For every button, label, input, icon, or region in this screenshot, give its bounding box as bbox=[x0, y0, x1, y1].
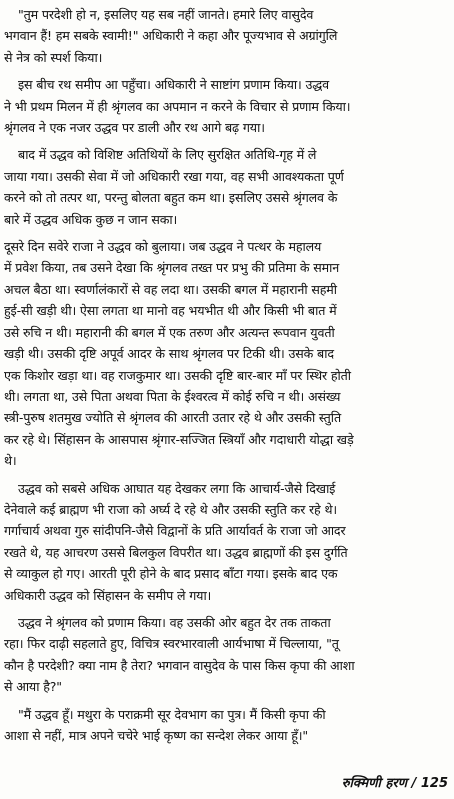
paragraph bbox=[4, 612, 450, 698]
text-line: बाद में उद्धव को विशिष्ट अतिथियों के लिए सुरक्षित अतिथि-गृह में ले bbox=[18, 147, 317, 163]
text-line: से नेत्र को स्पर्श किया। bbox=[4, 49, 103, 65]
text-line: बारे में उद्धव अधिक कुछ न जान सका। bbox=[4, 211, 178, 227]
paragraph bbox=[4, 74, 450, 138]
text-line: खड़ी थी। उसकी दृष्टि अपूर्व आदर के साथ श्रृंगलव पर टिकी थी। उसके बाद bbox=[4, 346, 334, 362]
text-line: "मैं उद्धव हूँ। मथुरा के पराक्रमी सूर देवभाग का पुत्र। मैं किसी कृपा की bbox=[18, 706, 326, 722]
text-line: उसे रुचि न थी। महारानी की बगल में एक तरुण और अत्यन्त रूपवान युवती bbox=[4, 324, 335, 340]
text-line: इस बीच रथ समीप आ पहुँचा। अधिकारी ने साष्टांग प्रणाम किया। उद्धव bbox=[18, 77, 330, 93]
text-line: एक किशोर खड़ा था। वह राजकुमार था। उसकी दृष्टि बार-बार माँ पर स्थिर होती bbox=[4, 367, 351, 383]
paragraph bbox=[4, 236, 450, 471]
text-line: से आया है?" bbox=[4, 679, 62, 695]
paragraph bbox=[4, 704, 450, 747]
text-line: गर्गाचार्य अथवा गुरु सांदीपनि-जैसे विद्वानों के प्रति आर्यावर्त के राजा जो आदर bbox=[4, 523, 346, 539]
text-line: थी। लगता था, उसे पिता अथवा पिता के ईश्वरत्व में कोई रुचि न थी। असंख्य bbox=[4, 388, 341, 404]
text-line: उद्धव को सबसे अधिक आघात यह देखकर लगा कि आचार्य-जैसे दिखाई bbox=[18, 480, 336, 496]
text-line: भगवान हैं! हम सबके स्वामी!" अधिकारी ने कहा और पूज्यभाव से अग्रांगुलि bbox=[4, 28, 338, 44]
text-line: देनेवाले कई ब्राह्मण भी राजा को अर्घ्य दे रहे थे और उसकी स्तुति कर रहे थे। bbox=[4, 501, 337, 517]
paragraph bbox=[4, 144, 450, 230]
text-line: ने भी प्रथम मिलन में ही श्रृंगलव का अपमान न करने के विचार से प्रणाम किया। bbox=[4, 98, 351, 114]
paragraph bbox=[4, 478, 450, 606]
text-line: कौन है परदेशी? क्या नाम है तेरा? भगवान वासुदेव के पास किस कृपा की आशा bbox=[4, 657, 355, 673]
text-line: में प्रवेश किया, तब उसने देखा कि श्रृंगलव तख्त पर प्रभु की प्रतिमा के समान bbox=[4, 260, 340, 276]
text-line: कर रहे थे। सिंहासन के आसपास श्रृंगार-सज्जित स्त्रियाँ और गदाधारी योद्धा खड़े bbox=[4, 431, 354, 447]
text-line: रहा। फिर दाढ़ी सहलाते हुए, विचित्र स्वरभारवाली आर्यभाषा में चिल्लाया, "तू bbox=[4, 636, 339, 652]
text-line: से व्याकुल हो गए। आरती पूरी होने के बाद प्रसाद बाँटा गया। इसके बाद एक bbox=[4, 566, 338, 582]
text-line: दूसरे दिन सवेरे राजा ने उद्धव को बुलाया। जब उद्धव ने पत्थर के महालय bbox=[4, 239, 322, 255]
text-line: "तुम परदेशी हो न, इसलिए यह सब नहीं जानते। हमारे लिए वासुदेव bbox=[18, 7, 314, 22]
text-line: अचल बैठा था। स्वर्णालंकारों से वह लदा था। उसकी बगल में महारानी सहमी bbox=[4, 281, 337, 297]
text-line: करने को तो तत्पर था, परन्तु बोलता बहुत कम था। इसलिए उससे श्रृंगलव के bbox=[4, 190, 338, 206]
text-line: हुई-सी खड़ी थी। ऐसा लगता था मानो वह भयभीत थी और किसी भी बात में bbox=[4, 303, 337, 319]
text-line: अधिकारी उद्धव को सिंहासन के समीप ले गया। bbox=[4, 587, 212, 603]
paragraph bbox=[4, 4, 450, 68]
text-line: रखते थे, यह आचरण उससे बिलकुल विपरीत था। उद्धव ब्राह्मणों की इस दुर्गति bbox=[4, 544, 348, 560]
text-line: स्त्री-पुरुष शतमुख ज्योति से श्रृंगलव की आरती उतार रहे थे और उसकी स्तुति bbox=[4, 410, 341, 426]
text-line: श्रृंगलव ने एक नजर उद्धव पर डाली और रथ आगे बढ़ गया। bbox=[4, 120, 265, 136]
text-line: जाया गया। उसकी सेवा में जो अधिकारी रखा गया, वह सभी आवश्यकता पूर्ण bbox=[4, 168, 344, 184]
body-text bbox=[4, 4, 450, 746]
text-line: आशा से नहीं, मात्र अपने चचेरे भाई कृष्ण का सन्देश लेकर आया हूँ।" bbox=[4, 728, 309, 743]
page-footer: रुक्मिणी हरण / 125 bbox=[341, 776, 448, 791]
text-line: उद्धव ने श्रृंगलव को प्रणाम किया। वह उसकी ओर बहुत देर तक ताकता bbox=[18, 614, 331, 630]
text-line: थे। bbox=[4, 453, 17, 469]
